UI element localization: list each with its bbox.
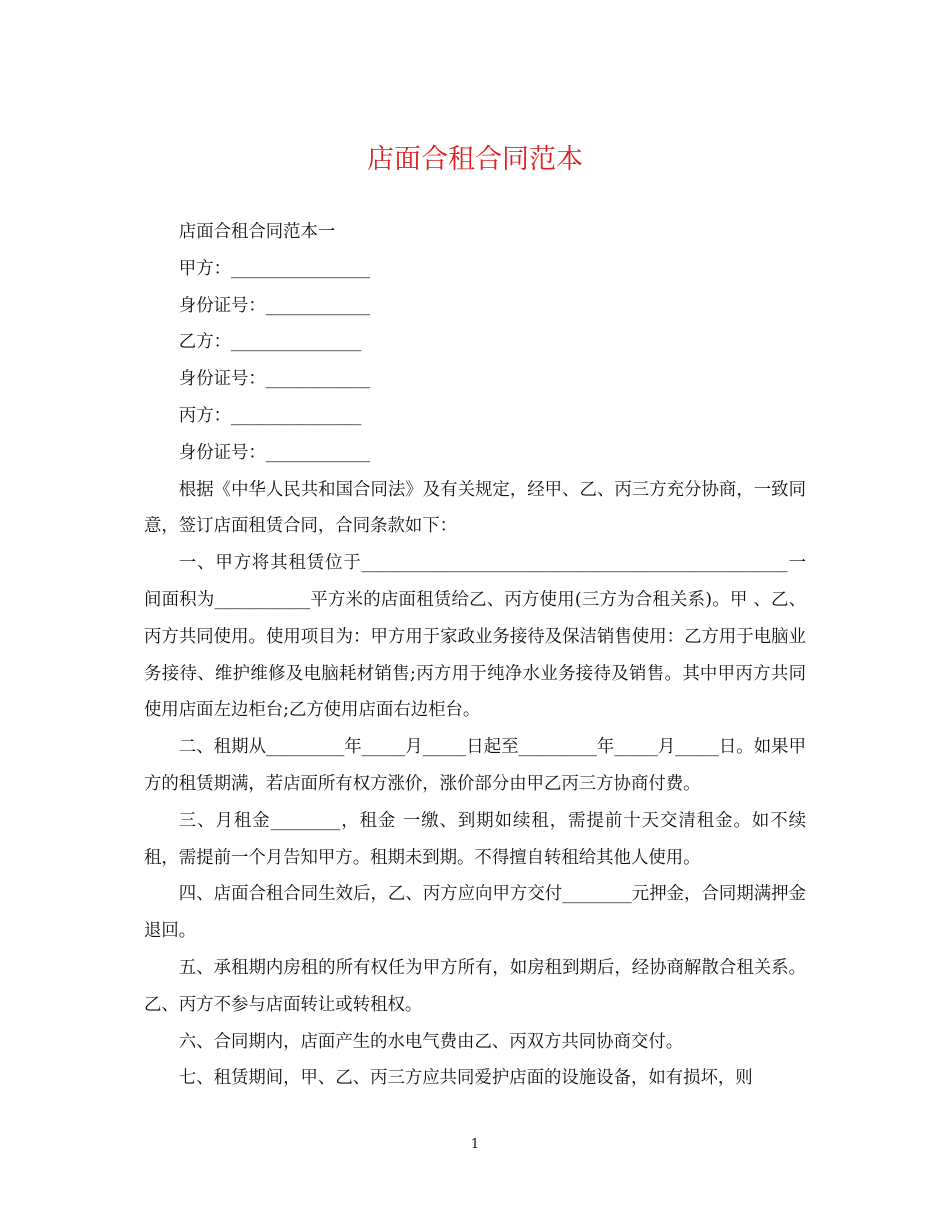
party-b-id-line: 身份证号：____________ bbox=[178, 369, 371, 390]
contract-subtitle: 店面合租合同范本一 bbox=[178, 222, 336, 242]
document-title: 店面合租合同范本 bbox=[367, 144, 583, 175]
clause-4: 四、店面合租合同生效后，乙、丙方应向甲方交付________元押金，合同期满押金退回。 bbox=[144, 884, 806, 942]
party-a-line: 甲方：________________ bbox=[178, 258, 371, 279]
page-number: 1 bbox=[470, 1137, 480, 1152]
party-c-id-line: 身份证号：____________ bbox=[178, 442, 371, 463]
clause-5: 五、承租期内房租的所有权任为甲方所有，如房租到期后，经协商解散合租关系。乙、丙方不参与店面转让或转租权。 bbox=[144, 957, 806, 1015]
party-c-line: 丙方：_______________ bbox=[178, 405, 362, 426]
clause-2: 二、租期从_________年_____月_____日起至_________年_____月_____日。如果甲方的租赁期满，若店面所有权方涨价，涨价部分由甲乙丙三方协商付费。 bbox=[144, 737, 806, 794]
clause-1: 一、甲方将其租赁位于_________________________________________________一间面积为___________平方米的店面租赁给乙、丙方使用(三方为合租关系)。甲 、乙、丙方共同使用。使用项目为：甲方用于家政业务接待及保洁销售使用：乙方用于电脑业务接待、维护维修及电脑耗材销售;丙方用于纯净水业务接待及销售。其中甲丙方共同使用店面左边柜台;乙方使用店面右边柜台。 bbox=[144, 553, 806, 721]
clause-7: 七、租赁期间，甲、乙、丙三方应共同爱护店面的设施设备，如有损坏，则 bbox=[178, 1068, 753, 1089]
party-b-line: 乙方：_______________ bbox=[178, 332, 362, 353]
intro-paragraph: 根据《中华人民共和国合同法》及有关规定，经甲、乙、丙三方充分协商，一致同意，签订店面租赁合同，合同条款如下： bbox=[144, 479, 806, 537]
document-body bbox=[144, 214, 806, 1097]
party-a-id-line: 身份证号：____________ bbox=[178, 295, 371, 316]
clause-3: 三、月租金________，租金 一缴、到期如续租，需提前十天交清租金。如不续租，需提前一个月告知甲方。租期未到期。不得擅自转租给其他人使用。 bbox=[144, 810, 806, 868]
clause-6: 六、合同期内，店面产生的水电气费由乙、丙双方共同协商交付。 bbox=[178, 1031, 684, 1052]
